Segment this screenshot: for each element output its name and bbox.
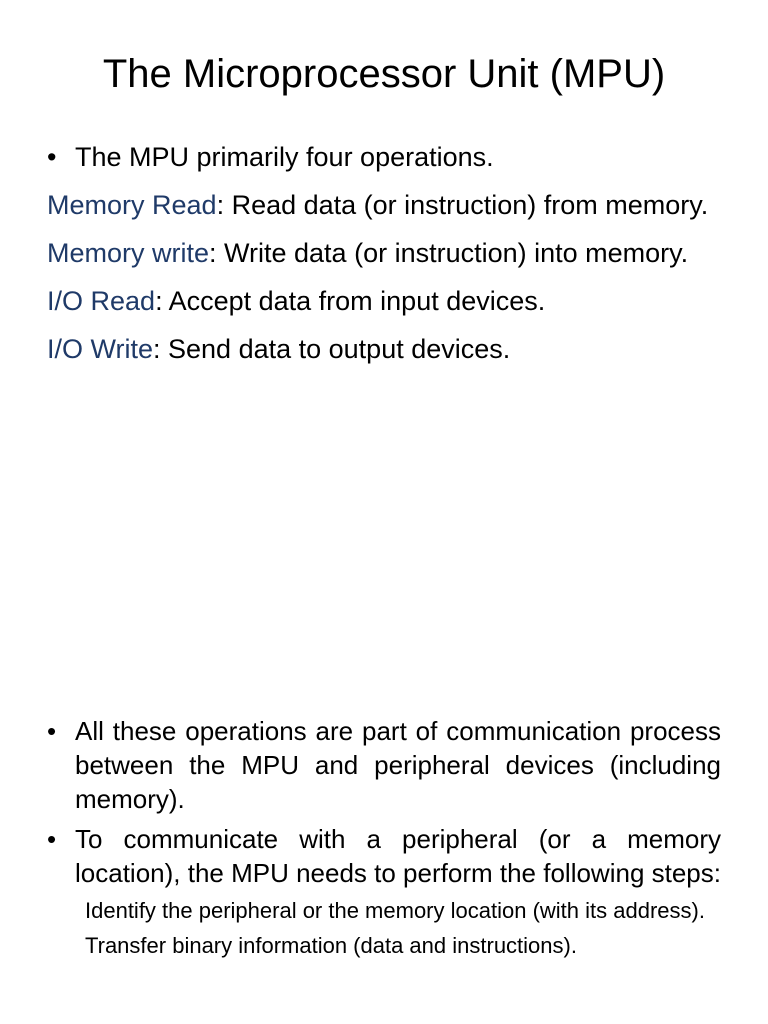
bullet-text: To communicate with a peripheral (or a memory location), the MPU needs to perform the following steps: [75,824,721,888]
operation-io-write [47,332,719,366]
bullet-icon: • [47,824,57,854]
operation-desc: : Write data (or instruction) into memory. [209,238,689,268]
operations-section [47,140,719,366]
bullet-item [47,714,721,816]
step-item: Identify the peripheral or the memory location (with its address). [85,898,705,923]
bullet-icon: • [47,716,57,746]
operation-desc: : Send data to output devices. [153,334,511,364]
operation-io-read [47,284,719,318]
operation-desc: : Accept data from input devices. [155,286,546,316]
operation-memory-read [47,188,719,222]
communication-section [47,714,721,960]
operation-term: I/O Write [47,334,154,364]
operation-term: I/O Read [47,286,156,316]
operation-memory-write [47,236,719,270]
operation-term: Memory Read [47,190,217,220]
intro-text: The MPU primarily four operations. [75,142,494,172]
step-item: Transfer binary information (data and instructions). [85,933,577,958]
intro-bullet [47,140,719,174]
operation-desc: : Read data (or instruction) from memory. [216,190,709,220]
slide-title: The Microprocessor Unit (MPU) [102,52,666,96]
bullet-icon: • [47,142,57,172]
bullet-text: All these operations are part of communication process between the MPU and peripheral devices (including memory). [75,716,721,814]
bullet-item [47,822,721,890]
operation-term: Memory write [47,238,210,268]
